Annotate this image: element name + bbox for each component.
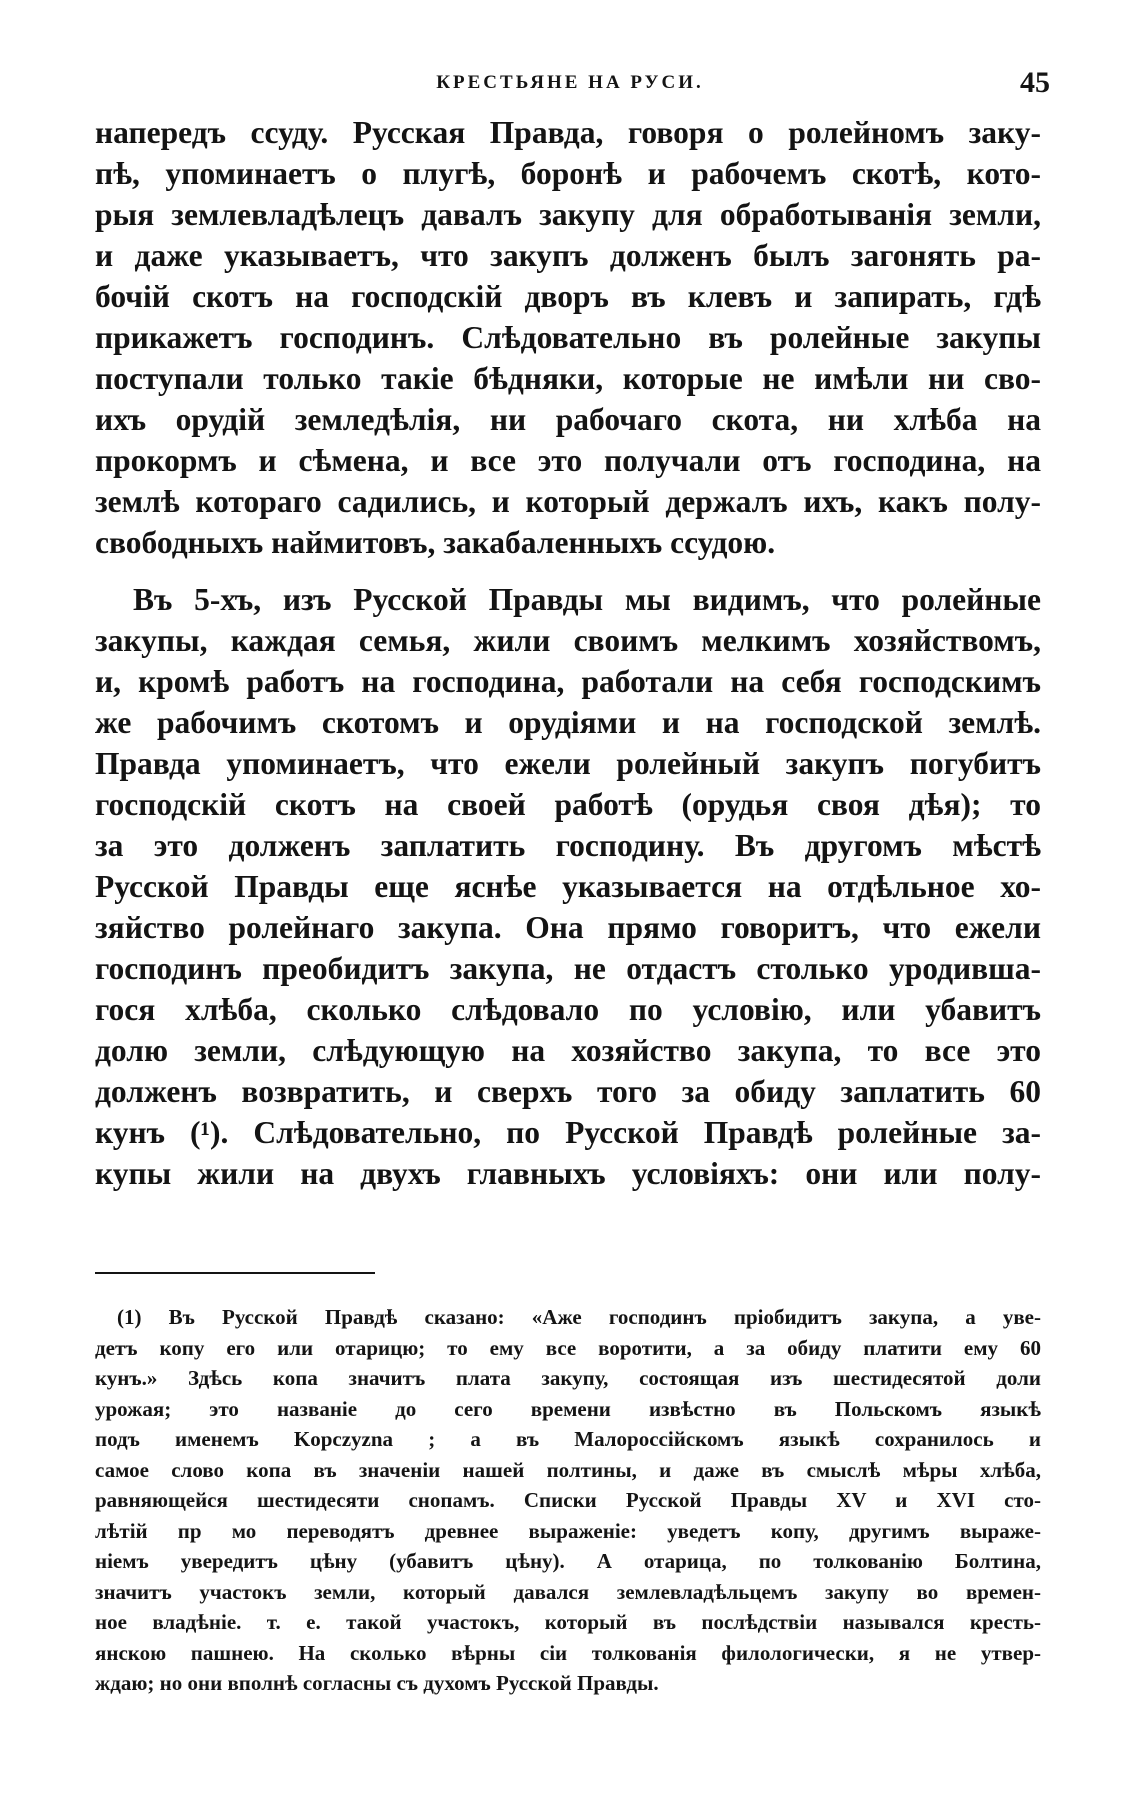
footnote-line: янскою пашнею. На сколько вѣрны сіи толкованія филологически, я не утвер- [95, 1640, 1041, 1665]
text-line: пѣ, упоминаетъ о плугѣ, боронѣ и рабочемъ скотѣ, кото- [95, 156, 1041, 191]
footnote-line: равняющейся шестидесяти снопамъ. Списки Русской Правды XV и XVI сто- [95, 1488, 1041, 1512]
text-line: долю земли, слѣдующую на хозяйство закупа, то все это [95, 1033, 1041, 1068]
text-line: и, кромѣ работъ на господина, работали на себя господскимъ [95, 664, 1041, 699]
text-line: и даже указываетъ, что закупъ долженъ былъ загонять ра- [95, 238, 1041, 273]
page-number: 45 [1020, 66, 1050, 99]
paragraph-spacer [95, 563, 1041, 579]
text-line: поступали только такіе бѣдняки, которые не имѣли ни сво- [95, 361, 1041, 396]
paragraph-2 [95, 579, 1041, 1194]
footnote-line: кунъ.» Здѣсь копа значитъ плата закупу, состоящая изъ шестидесятой доли [95, 1366, 1041, 1390]
text-line: бочій скотъ на господскій дворъ въ клевъ и запирать, гдѣ [95, 279, 1041, 314]
text-line: прокормъ и сѣмена, и все это получали отъ господина, на [95, 443, 1041, 478]
text-line: господскій скотъ на своей работѣ (орудья своя дѣя); то [95, 787, 1041, 822]
footnote-line: самое слово копа въ значеніи нашей полтины, и даже въ смыслѣ мѣры хлѣба, [95, 1457, 1041, 1482]
footnote-line: ждаю; но они вполнѣ согласны съ духомъ Русской Правды. [95, 1671, 659, 1695]
text-line: купы жили на двухъ главныхъ условіяхъ: они или полу- [95, 1156, 1041, 1191]
text-line: за это долженъ заплатить господину. Въ другомъ мѣстѣ [95, 828, 1041, 863]
footnote-line: ніемъ увередитъ цѣну (убавитъ цѣну). А отарица, по толкованію Болтина, [95, 1549, 1041, 1573]
text-line: ихъ орудій земледѣлія, ни рабочаго скота, ни хлѣба на [95, 402, 1041, 437]
text-line: землѣ котораго садились, и который держалъ ихъ, какъ полу- [95, 484, 1041, 519]
footnote-line: подъ именемъ Kopczyzna ; а въ Малороссійскомъ языкѣ сохранилось и [95, 1427, 1041, 1451]
footnote-line: лѣтій пр мо переводятъ древнее выраженіе: уведетъ копу, другимъ выраже- [95, 1518, 1041, 1543]
text-line: зяйство ролейнаго закупа. Она прямо говоритъ, что ежели [95, 910, 1041, 945]
text-line: Правда упоминаетъ, что ежели ролейный закупъ погубитъ [95, 746, 1041, 781]
text-line: господинъ преобидитъ закупа, не отдастъ столько уродивша- [95, 951, 1041, 986]
text-line: долженъ возвратить, и сверхъ того за обиду заплатить 60 [95, 1074, 1041, 1109]
footnote-line: урожая; это названіе до сего времени извѣстно въ Польскомъ языкѣ [95, 1396, 1041, 1421]
text-line: гося хлѣба, сколько слѣдовало по условію, или убавитъ [95, 992, 1041, 1027]
text-line: Въ 5-хъ, изъ Русской Правды мы видимъ, что ролейные [133, 582, 1041, 617]
footnote-line: значитъ участокъ земли, который давался землевладѣльцемъ закупу во времен- [95, 1579, 1041, 1604]
text-line: же рабочимъ скотомъ и орудіями и на господской землѣ. [95, 705, 1041, 740]
footnote-divider [95, 1272, 375, 1274]
text-line: напередъ ссуду. Русская Правда, говоря о ролейномъ заку- [95, 115, 1041, 150]
footnote-line: (1) Въ Русской Правдѣ сказано: «Аже господинъ пріобидитъ закупа, а уве- [117, 1305, 1041, 1329]
text-line: прикажетъ господинъ. Слѣдовательно въ ролейные закупы [95, 320, 1041, 355]
text-line: закупы, каждая семья, жили своимъ мелкимъ хозяйствомъ, [95, 623, 1041, 658]
footnote [95, 1302, 1041, 1699]
body-text [95, 112, 1041, 1194]
paragraph-1 [95, 112, 1041, 563]
text-line: Русской Правды еще яснѣе указывается на отдѣльное хо- [95, 869, 1041, 904]
text-line: кунъ (¹). Слѣдовательно, по Русской Правдѣ ролейные за- [95, 1115, 1041, 1150]
running-head [90, 68, 1050, 102]
footnote-line: детъ копу его или отарицю; то ему все воротити, а за обиду платити ему 60 [95, 1335, 1041, 1360]
running-title: КРЕСТЬЯНЕ НА РУСИ. [436, 72, 704, 93]
text-line: рыя землевладѣлецъ давалъ закупу для обработыванія земли, [95, 197, 1041, 232]
footnote-line: ное владѣніе. т. е. такой участокъ, который въ послѣдствіи назывался кресть- [95, 1610, 1041, 1634]
text-line: свободныхъ наймитовъ, закабаленныхъ ссудою. [95, 525, 776, 560]
